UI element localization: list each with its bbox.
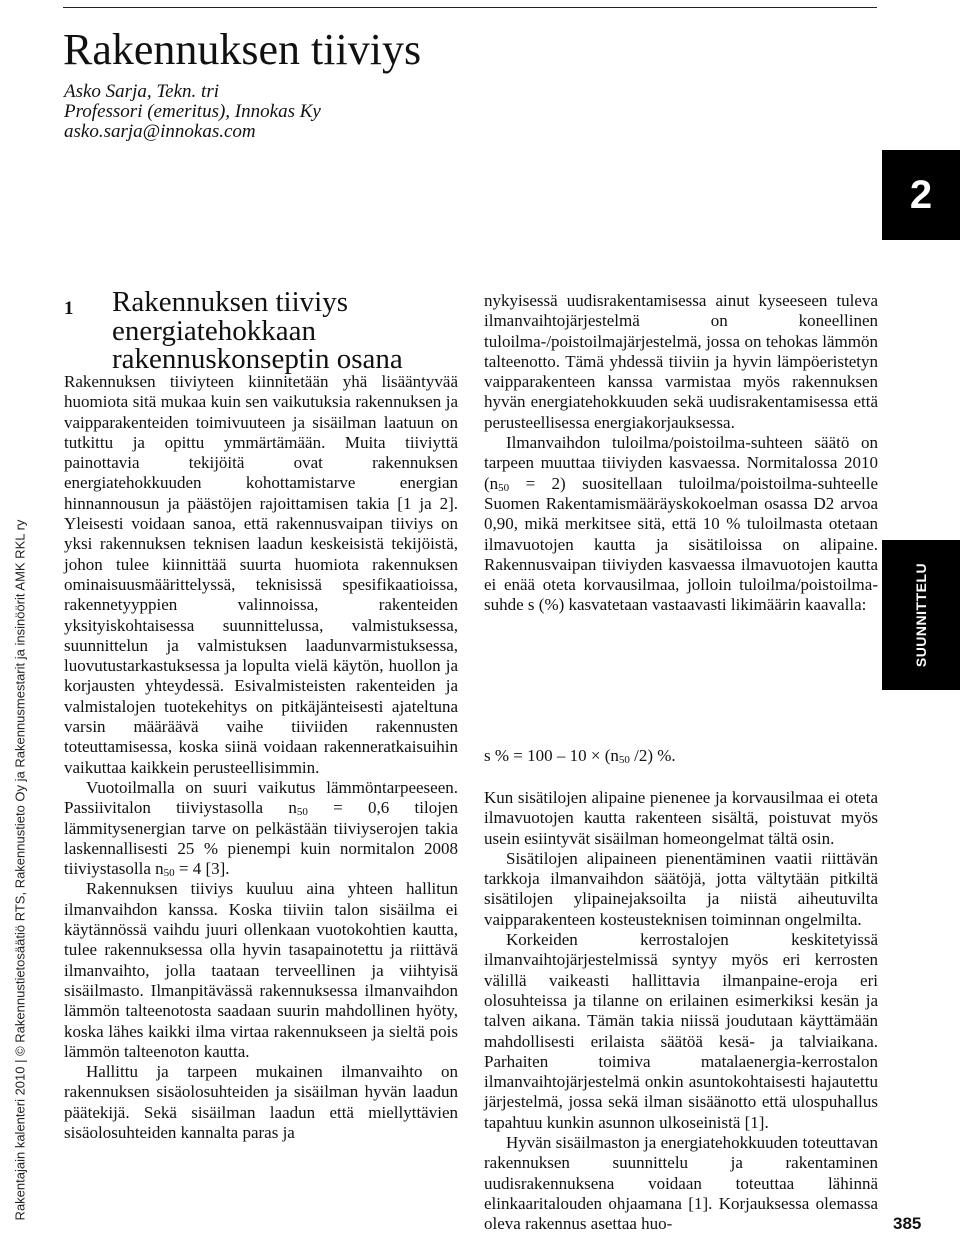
author-email: asko.sarja@innokas.com xyxy=(64,121,256,142)
section-number: 1 xyxy=(64,298,74,319)
left-column xyxy=(64,372,458,1143)
right-column-top xyxy=(484,291,878,616)
top-rule xyxy=(63,7,877,8)
right-column-bottom xyxy=(484,788,878,1235)
author-block xyxy=(64,82,321,142)
paragraph: Hyvän sisäilmaston ja energiatehokkuuden toteuttavan rakennuksen suunnittelu ja rakentaminen uudisrakennuksena voidaan toteuttaa lähinnä elinkaaritalouden ohjaamana [1]. Korjauksessa olemassa oleva rakennus asettaa huo- xyxy=(484,1133,878,1234)
paragraph: nykyisessä uudisrakentamisessa ainut kyseeseen tuleva ilmanvaihtojärjestelmä on koneellinen tuloilma-/poistoilmajärjestelmä, jossa on tehokas lämmön talteenotto. Tämä yhdessä tiiviin ja hyvin lämpöeristetyn vaipparakenteen kanssa varmistaa myös rakennuksen hyvän energiatehokkuuden sekä uudisrakentamisessa että perusteellisessa energiakorjauksessa. xyxy=(484,291,878,432)
paragraph: Vuotoilmalla on suuri vaikutus lämmöntarpeeseen. Passiivitalon tiiviystasolla $n_{50} = 0,6$ tilojen lämmitysenergian tarve on pelkästään tiiviyserojen takia laskennallisesti 25 % pienempi kuin normitalon 2008 tiiviystasolla $n_{50} = 4$ [3]. xyxy=(64,777,458,880)
section-heading xyxy=(64,288,458,374)
page-number: 385 xyxy=(893,1214,922,1233)
paragraph: Kun sisätilojen alipaine pienenee ja korvausilmaa ei oteta ilmavuotojen kautta rakenteen sisältä, poistuvat myös usein esiintyvät sisäilman homeongelmat tältä osin. xyxy=(484,788,878,848)
section-label-tab xyxy=(882,540,960,690)
formula: s % = $100 - 10 \times (n_{50}$ /2) %. xyxy=(484,746,676,766)
paragraph: Rakennuksen tiiviyteen kiinnitetään yhä lisääntyvää huomiota sitä mukaa kuin sen vaikutuksia rakennuksen ja vaipparakenteiden toimivuuteen ja sisäilman laatuun on tutkittu ja opittu ymmärtämään. Muita tiiviyttä painottavia tekijöitä ovat rakennuksen energiatehokkuuden kohottamistarve energian hinnannousun ja päästöjen rajoittamisen takia [1 ja 2]. Yleisesti voidaan sanoa, että rakennusvaipan tiiviys on yksi rakennuksen teknisen laadun keskeisistä tekijöistä, johon tulee kiinnittää suurta huomiota rakennuksen ominaisuusmäärittelyssä, teknisissä spesifikaatioissa, rakennetyyppien valinnoissa, rakenteiden yksityiskohtaisessa suunnittelussa, valmistuksessa, suunnittelun ja valmistuksen laadunvarmistuksessa, luovutustarkastuksessa ja lopulta vielä käytön, huollon ja korjausten yhteydessä. Esivalmisteisten rakenteiden ja valmistalojen tuotekehitys on pitkäjänteisesti ajateltuna varsin määräävä vaihe tiiviiden rakennusten toteuttamisessa, koska siinä voidaan rakenneratkaisuihin vaikuttaa kaikkein perusteellisimmin. xyxy=(64,372,458,777)
section-label: SUUNNITTELU xyxy=(913,562,929,668)
chapter-number-tab: 2 xyxy=(882,150,960,240)
paragraph: Korkeiden kerrostalojen keskitetyissä ilmanvaihtojärjestelmissä syntyy myös eri kerrosten välillä vaikeasti hallittavia ilmanpaine-eroja eri olosuhteissa ja tilanne on erilainen esimerkiksi kesän ja talven aikana. Tämän takia niissä joudutaan käyttämään mahdollisesti erilaista säätöä kesä- ja talviaikana. Parhaiten toimiva matalaenergia-kerrostalon ilmanvaihtojärjestelmä onkin asuntokohtaisesti hajautettu järjestelmä, jossa sekä ilman sisäänotto että ulospuhallus tapahtuu kunkin asunnon ulkoseinistä [1]. xyxy=(484,930,878,1132)
paragraph: Hallittu ja tarpeen mukainen ilmanvaihto on rakennuksen sisäolosuhteiden ja sisäilman hyvän laadun päätekijä. Sekä sisäilman laadun että miellyttävien sisäolosuhteiden kannalta paras ja xyxy=(64,1062,458,1142)
paragraph: Ilmanvaihdon tuloilma/poistoilma-suhteen säätö on tarpeen muuttaa tiiviyden kasvaessa. Normitalossa 2010 $(n_{50} = 2)$ suositellaan tuloilma/poistoilma-suhteelle Suomen Rakentamismääräyskokoelman osassa D2 arvoa 0,90, mikä merkitsee sitä, että 10 % tuloilmasta otetaan ilmavuotojen kautta ja sisätiloissa on alipaine. Rakennusvaipan tiiviyden kasvaessa ilmavuotojen kautta ei enää oteta korvausilmaa, jolloin tuloilma/poistoilma-suhde s (%) kasvatetaan vastaavasti likimäärin kaavalla: xyxy=(484,433,878,615)
author-affiliation: Professori (emeritus), Innokas Ky xyxy=(64,101,321,122)
page-title: Rakennuksen tiiviys xyxy=(63,25,422,74)
copyright-text: Rakentajain kalenteri 2010 | © Rakennustietosäätiö RTS, Rakennustieto Oy ja Rakennusmestarit ja insinöörit AMK RKL ry xyxy=(12,519,28,1221)
paragraph: Sisätilojen alipaineen pienentäminen vaatii riittävän tarkkoja ilmanvaihdon säätöjä, jotta vältytään pitkiltä sisätilojen ylipainejaksoilta ja niistä aiheutuvilta vaipparakenteen kosteusteknisen toiminnan ongelmilta. xyxy=(484,848,878,929)
author-name: Asko Sarja, Tekn. tri xyxy=(64,81,219,102)
section-title: Rakennuksen tiiviys energiatehokkaan rakennuskonseptin osana xyxy=(112,286,403,375)
paragraph: Rakennuksen tiiviys kuuluu aina yhteen hallitun ilmanvaihdon kanssa. Koska tiiviin talon sisäilma ei käytännössä vaihdu juuri ollenkaan vuotokohtien kautta, tulee rakennuksessa olla hyvin tasapainotettu ja riittävä ilmanvaihto, jolla taataan terveellinen ja viihtyisä sisäilmasto. Ilmanpitävässä rakennuksessa ilmanvaihdon lämmön talteenotosta saadaan suurin mahdollinen hyöty, koska lähes kaikki ilma virtaa rakennukseen ja sieltä pois lämmön talteenoton kautta. xyxy=(64,879,458,1061)
